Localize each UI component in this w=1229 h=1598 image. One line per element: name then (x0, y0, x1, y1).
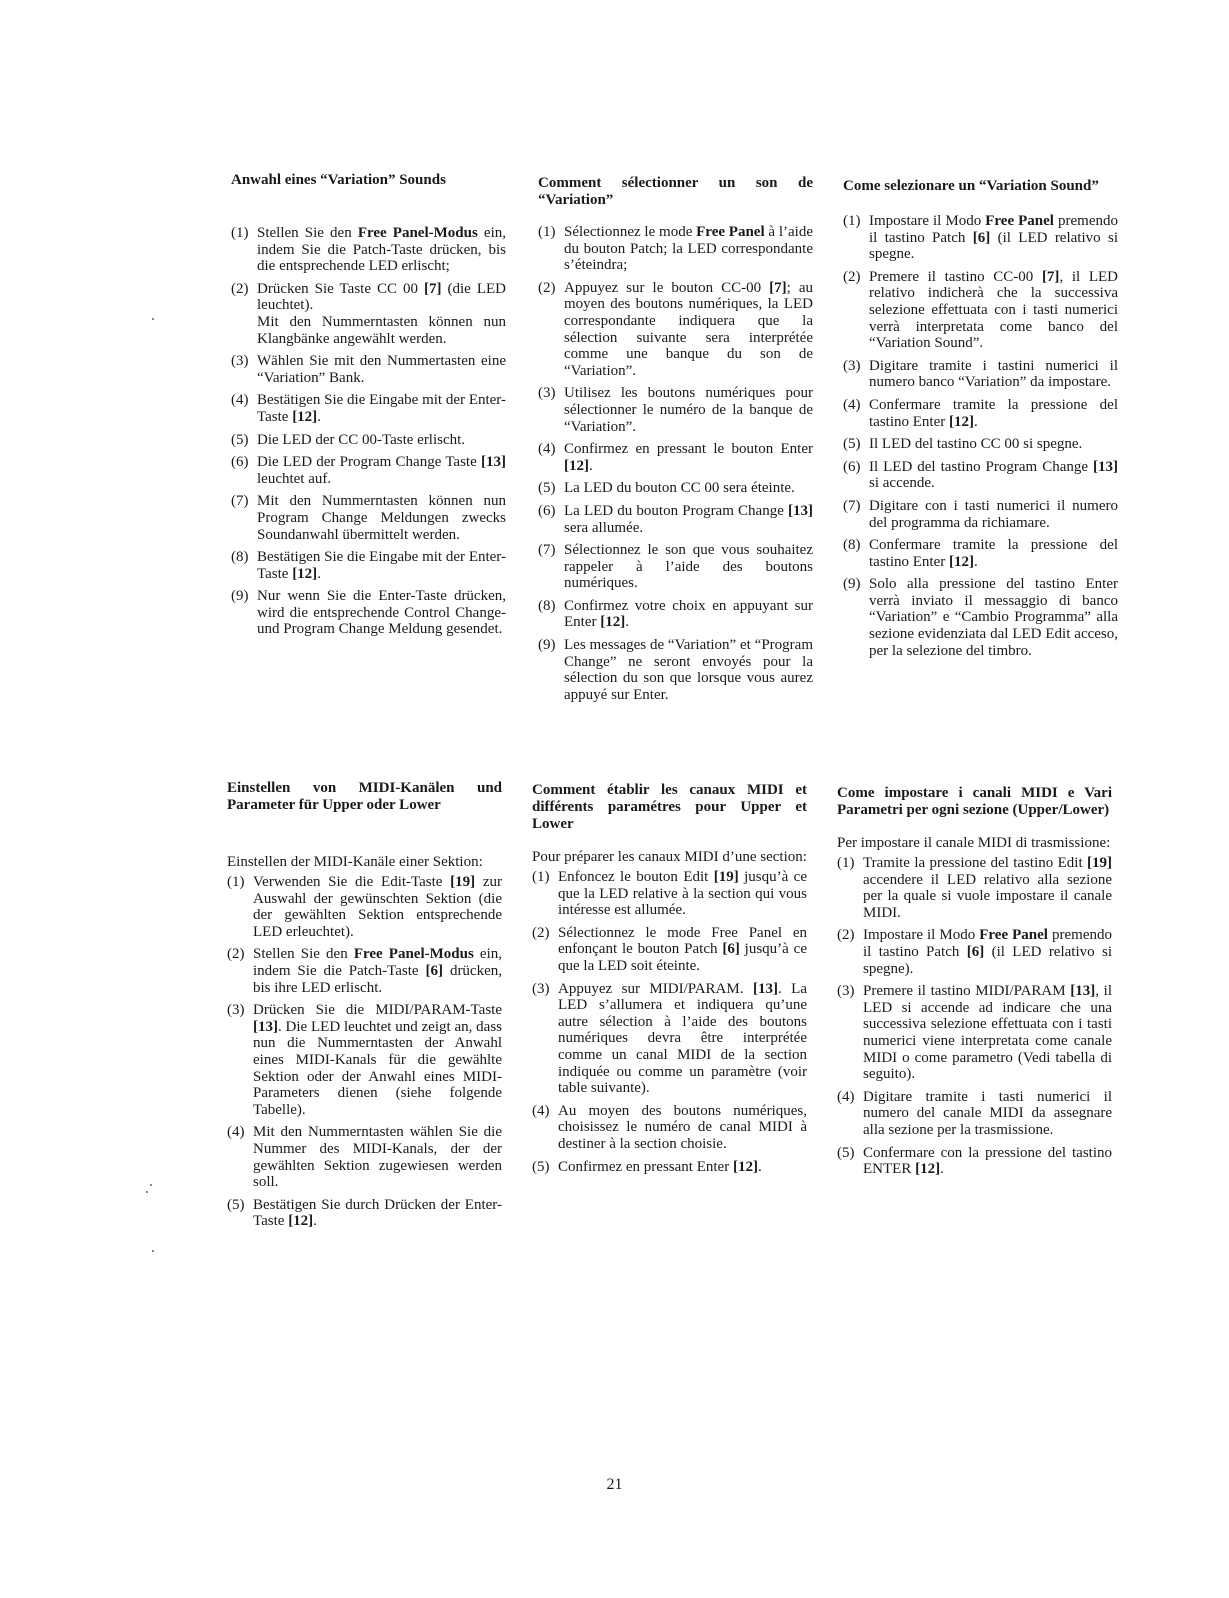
list-item (227, 946, 502, 996)
step-text: Solo alla pressione del tastino Enter verrà inviato il messaggio di banco “Variation” e “Cambio Programma” alla sezione evidenziata dal LED Edit acceso, per la selezione del timbro. (869, 576, 1118, 659)
page-number: 21 (606, 1476, 623, 1493)
step-text: Die LED der CC 00-Taste erlischt. (257, 431, 466, 448)
step-text: Mit den Nummerntasten wählen Sie die Nummer des MIDI-Kanals, der der gewählten Sektion zugewiesen werden soll. (253, 1124, 502, 1191)
step-number: (5) (532, 1158, 550, 1175)
step-text: Bestätigen Sie die Eingabe mit der Enter-Taste [12]. (257, 392, 506, 425)
step-number: (1) (532, 869, 550, 885)
list-item (532, 869, 807, 919)
step-text: Premere il tastino MIDI/PARAM [13], il LED si accende ad indicare che una successiva selezione effettuata con i tasti numerici viene interpretata come canale MIDI o come parametro (Vedi tabella di seguito). (863, 983, 1112, 1083)
step-text: Il LED del tastino CC 00 si spegne. (869, 436, 1083, 453)
step-number: (5) (538, 480, 556, 497)
step-number: (3) (538, 385, 556, 402)
step-text: Tramite la pressione del tastino Edit [19] accendere il LED relativo alla sezione per la quale si vuole impostare il canale MIDI. (863, 855, 1112, 921)
step-text: Appuyez sur MIDI/PARAM. [13]. La LED s’allumera et indiquera qu’une autre sélection à l’aide des boutons numériques devra être interprétée comme un canal MIDI de la section indiquée ou comme un paramètre (voir table suivante). (558, 980, 807, 1097)
list-item (837, 1089, 1112, 1139)
step-text: Bestätigen Sie durch Drücken der Enter-Taste [12]. (253, 1196, 502, 1230)
section-intro: Einstellen der MIDI-Kanäle einer Sektion: (227, 854, 483, 870)
step-text: Confermare tramite la pressione del tastino Enter [12]. (869, 396, 1118, 430)
step-text: Confirmez en pressant le bouton Enter [12]. (564, 441, 813, 474)
list-item (231, 493, 506, 543)
step-text: Digitare tramite i tasti numerici il numero del canale MIDI da assegnare alla sezione per la trasmissione. (863, 1088, 1112, 1138)
step-text: Sélectionnez le mode Free Panel en enfonçant le bouton Patch [6] jusqu’à ce que la LED soit éteinte. (558, 924, 807, 974)
list-item (843, 397, 1118, 430)
list-item (837, 983, 1112, 1083)
list-item (227, 1124, 502, 1190)
step-number: (3) (843, 357, 861, 374)
step-number: (4) (532, 1102, 550, 1119)
step-number: (1) (231, 225, 249, 241)
scan-speck (150, 1184, 152, 1186)
step-number: (5) (837, 1144, 855, 1161)
list-item (538, 503, 813, 536)
list-item (231, 588, 506, 638)
step-text: Verwenden Sie die Edit-Taste [19] zur Auswahl der gewünschten Sektion (die der gewählten Sektion entsprechende LED erleuchtet). (253, 874, 502, 940)
step-number: (5) (227, 1196, 245, 1213)
list-item (843, 459, 1118, 492)
step-number: (3) (227, 1002, 245, 1019)
step-number: (6) (843, 458, 861, 475)
list-item (532, 1103, 807, 1153)
step-number: (7) (231, 493, 249, 510)
section-intro: Pour préparer les canaux MIDI d’une section: (532, 849, 807, 865)
section-de-midi (227, 780, 502, 1236)
scan-speck (152, 318, 154, 320)
list-item (231, 549, 506, 582)
step-number: (3) (532, 980, 550, 997)
list-item (843, 358, 1118, 391)
step-text: Il LED del tastino Program Change [13] si accende. (869, 458, 1118, 492)
step-text: Digitare con i tasti numerici il numero del programma da richiamare. (869, 497, 1118, 531)
scan-speck (152, 1250, 154, 1252)
list-item (231, 281, 506, 347)
step-list (227, 874, 502, 1230)
step-text: Confermare tramite la pressione del tastino Enter [12]. (869, 537, 1118, 570)
section-fr-midi (532, 782, 807, 1181)
step-text: Impostare il Modo Free Panel premendo il tastino Patch [6] (il LED relativo si spegne. (869, 213, 1118, 263)
step-text: Mit den Nummerntasten können nun Program Change Meldungen zwecks Soundanwahl übermittelt werden. (257, 493, 506, 543)
step-number: (4) (231, 392, 249, 409)
step-number: (3) (837, 983, 855, 1000)
step-text: Bestätigen Sie die Eingabe mit der Enter-Taste [12]. (257, 549, 506, 582)
list-item (837, 1145, 1112, 1178)
step-list (231, 225, 506, 638)
step-text: Confirmez votre choix en appuyant sur Enter [12]. (564, 597, 813, 631)
step-text: Nur wenn Sie die Enter-Taste drücken, wird die entsprechende Control Change- und Program Change Meldung gesendet. (257, 588, 506, 638)
step-number: (4) (843, 396, 861, 413)
step-list (837, 855, 1112, 1178)
list-item (843, 436, 1118, 453)
step-number: (7) (538, 542, 556, 559)
step-number: (4) (837, 1088, 855, 1105)
scan-speck (146, 1191, 148, 1193)
step-number: (2) (538, 279, 556, 296)
step-number: (5) (231, 431, 249, 448)
list-item (231, 454, 506, 487)
step-text: Wählen Sie mit den Nummertasten eine “Variation” Bank. (257, 353, 506, 386)
list-item (532, 1159, 807, 1176)
section-title: Anwahl eines “Variation” Sounds (231, 172, 446, 188)
step-number: (8) (843, 537, 861, 554)
list-item (538, 542, 813, 592)
list-item (231, 432, 506, 449)
list-item (231, 353, 506, 386)
step-number: (1) (843, 213, 861, 229)
list-item (227, 874, 502, 940)
step-number: (2) (532, 924, 550, 941)
step-number: (1) (538, 224, 556, 240)
list-item (532, 981, 807, 1097)
list-item (538, 224, 813, 274)
step-number: (6) (538, 502, 556, 519)
section-title: Comment établir les canaux MIDI et différents paramétres pour Upper et Lower (532, 782, 807, 832)
list-item (837, 855, 1112, 921)
step-text: La LED du bouton CC 00 sera éteinte. (564, 480, 795, 497)
step-number: (4) (227, 1124, 245, 1141)
step-text: Confirmez en pressant Enter [12]. (558, 1158, 762, 1175)
list-item (532, 925, 807, 975)
step-text: Premere il tastino CC-00 [7], il LED relativo indicherà che la successiva selezione effettuata con i tasti numerici verrà interpretata come banco del “Variation Sound”. (869, 268, 1118, 352)
section-title: Comment sélectionner un son de “Variation” (538, 175, 813, 208)
step-number: (2) (837, 927, 855, 944)
step-text: Drücken Sie die MIDI/PARAM-Taste [13]. Die LED leuchtet und zeigt an, dass nun die Nummerntasten der Anwahl eines MIDI-Kanals für die gewählte Sektion oder der Anwahl eines MIDI-Parameters dienen (siehe folgende Tabelle). (253, 1002, 502, 1118)
section-title: Einstellen von MIDI-Kanälen und Parameter für Upper oder Lower (227, 780, 502, 813)
step-number: (1) (227, 874, 245, 890)
list-item (538, 637, 813, 703)
step-number: (2) (843, 268, 861, 285)
step-number: (9) (538, 637, 556, 654)
list-item (837, 927, 1112, 977)
step-text: Die LED der Program Change Taste [13] leuchtet auf. (257, 454, 506, 487)
list-item (538, 441, 813, 474)
list-item (227, 1002, 502, 1118)
step-number: (1) (837, 855, 855, 871)
step-number: (4) (538, 441, 556, 458)
list-item (227, 1197, 502, 1230)
step-number: (7) (843, 497, 861, 514)
step-number: (3) (231, 353, 249, 370)
list-item (843, 537, 1118, 570)
step-number: (8) (231, 549, 249, 566)
list-item (843, 269, 1118, 352)
step-number: (2) (231, 280, 249, 297)
list-item (843, 576, 1118, 659)
step-text: Enfoncez le bouton Edit [19] jusqu’à ce que la LED relative à la section qui vous intéresse est allumée. (558, 869, 807, 919)
step-number: (6) (231, 454, 249, 471)
step-text: Stellen Sie den Free Panel-Modus ein, indem Sie die Patch-Taste [6] drücken, bis ihre LED erlischt. (253, 946, 502, 996)
step-number: (9) (843, 576, 861, 593)
section-title: Come selezionare un “Variation Sound” (843, 178, 1099, 194)
step-number: (2) (227, 946, 245, 963)
section-it-midi (837, 785, 1112, 1184)
section-it-variation (843, 178, 1118, 665)
step-text: Drücken Sie Taste CC 00 [7] (die LED leuchtet). Mit den Nummerntasten können nun Klangbänke angewählt werden. (257, 280, 506, 347)
step-number: (9) (231, 588, 249, 605)
step-number: (5) (843, 436, 861, 453)
list-item (231, 392, 506, 425)
list-item (843, 498, 1118, 531)
step-text: Sélectionnez le mode Free Panel à l’aide du bouton Patch; la LED correspondante s’éteindra; (564, 224, 813, 274)
step-text: Utilisez les boutons numériques pour sélectionner le numéro de la banque de “Variation”. (564, 385, 813, 435)
step-text: Au moyen des boutons numériques, choisissez le numéro de canal MIDI à destiner à la section choisie. (558, 1102, 807, 1152)
section-intro: Per impostare il canale MIDI di trasmissione: (837, 835, 1111, 851)
list-item (843, 213, 1118, 263)
list-item (231, 225, 506, 275)
step-list (538, 224, 813, 703)
list-item (538, 280, 813, 380)
step-text: Sélectionnez le son que vous souhaitez rappeler à l’aide des boutons numériques. (564, 542, 813, 592)
section-de-variation (231, 172, 506, 644)
list-item (538, 598, 813, 631)
step-text: Appuyez sur le bouton CC-00 [7]; au moyen des boutons numériques, la LED correspondante indiquera que la sélection suivante sera interprétée comme une banque du son de “Variation”. (564, 279, 813, 379)
step-text: Stellen Sie den Free Panel-Modus ein, indem Sie die Patch-Taste drücken, bis die entsprechende LED erlischt; (257, 225, 506, 275)
step-number: (8) (538, 597, 556, 614)
step-text: Les messages de “Variation” et “Program Change” ne seront envoyés pour la sélection du son que lorsque vous aurez appuyé sur Enter. (564, 637, 813, 703)
step-list (532, 869, 807, 1175)
section-title: Come impostare i canali MIDI e Vari Parametri per ogni sezione (Upper/Lower) (837, 785, 1112, 818)
step-text: Confermare con la pressione del tastino ENTER [12]. (863, 1144, 1112, 1178)
step-text: Impostare il Modo Free Panel premendo il tastino Patch [6] (il LED relativo si spegne). (863, 927, 1112, 977)
list-item (538, 480, 813, 497)
section-fr-variation (538, 175, 813, 709)
step-text: Digitare tramite i tastini numerici il numero banco “Variation” da impostare. (869, 357, 1118, 391)
step-list (843, 213, 1118, 659)
list-item (538, 385, 813, 435)
step-text: La LED du bouton Program Change [13] sera allumée. (564, 502, 813, 536)
